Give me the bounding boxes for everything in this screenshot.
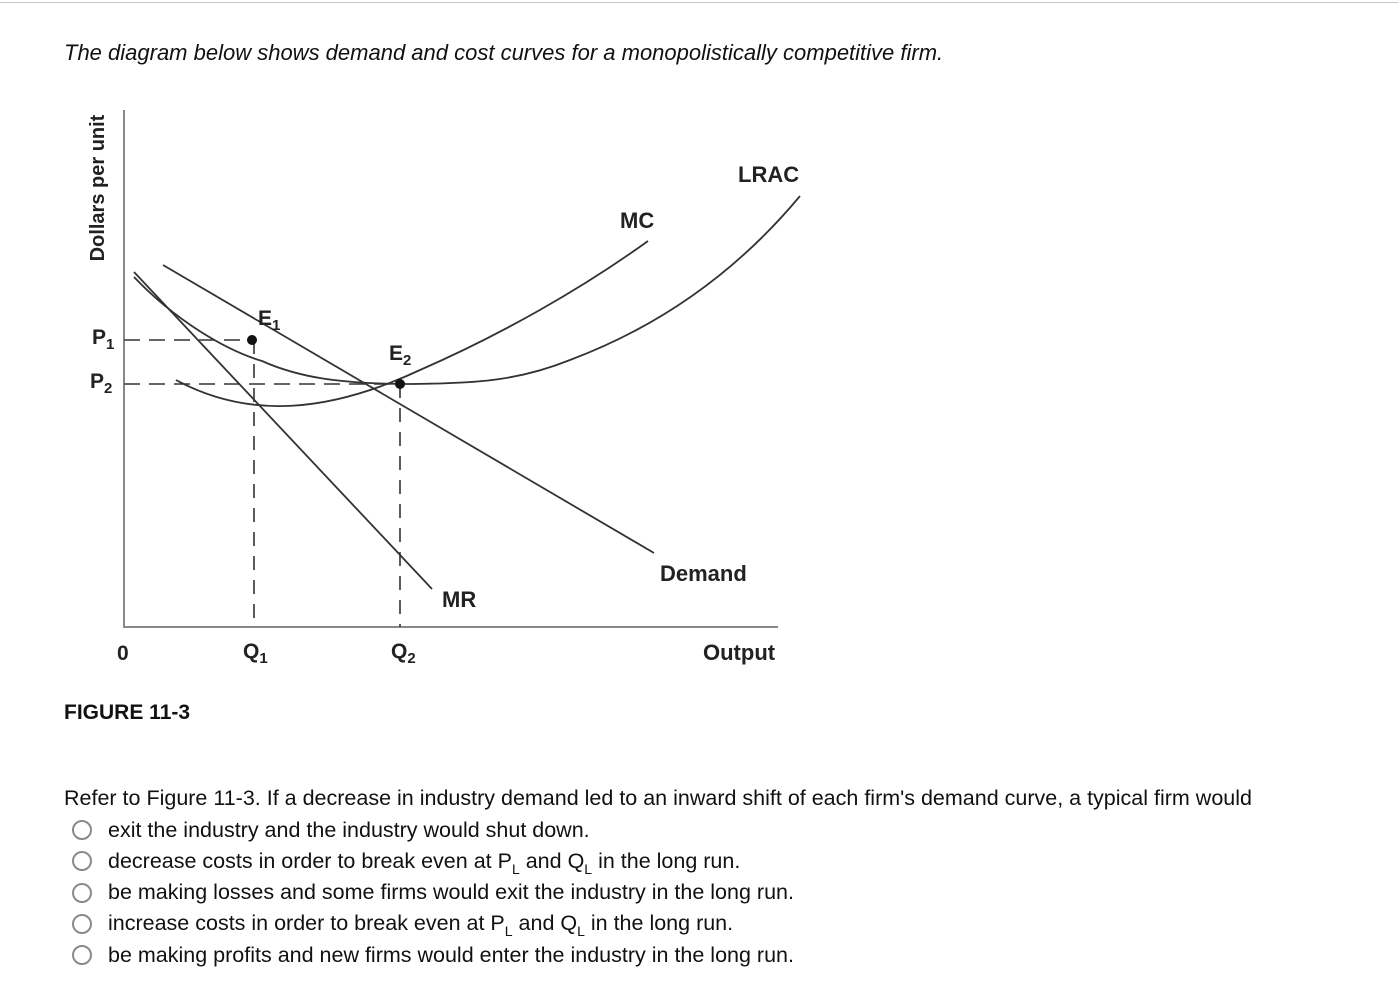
x-axis-label: Output — [703, 640, 776, 665]
e2-label: $E_2$ — [389, 342, 412, 369]
radio-button[interactable] — [72, 820, 92, 840]
y-axis-label: Dollars per unit — [87, 114, 109, 262]
figure-caption: FIGURE 11-3 — [64, 701, 191, 724]
radio-button[interactable] — [72, 945, 92, 965]
p1-label: $P_1$ — [92, 326, 115, 353]
option-text: exit the industry and the industry would shut down. — [108, 817, 590, 842]
lrac-curve — [134, 196, 800, 384]
mr-label: MR — [442, 587, 477, 612]
e2-point — [395, 379, 405, 389]
option-text: decrease costs in order to break even at $P_L$ and $Q_L$ in the long run. — [108, 848, 741, 877]
origin-label: 0 — [117, 642, 129, 665]
mr-curve — [134, 272, 432, 589]
answer-option-4[interactable] — [72, 907, 794, 940]
intro-text: The diagram below shows demand and cost curves for a monopolistically competitive firm. — [64, 40, 944, 65]
mc-curve — [176, 241, 648, 406]
demand-label: Demand — [660, 561, 747, 586]
answer-option-3[interactable] — [72, 878, 794, 907]
e1-point — [247, 335, 257, 345]
lrac-label: LRAC — [738, 162, 800, 187]
option-text: increase costs in order to break even at $P_L$ and $Q_L$ in the long run. — [108, 911, 734, 939]
answer-option-5[interactable] — [72, 940, 794, 970]
q2-label: $Q_2$ — [391, 640, 416, 667]
e1-label: $E_1$ — [258, 307, 281, 334]
mc-label: MC — [620, 208, 655, 233]
option-text: be making profits and new firms would enter the industry in the long run. — [108, 942, 794, 967]
radio-button[interactable] — [72, 883, 92, 903]
radio-button[interactable] — [72, 914, 92, 934]
p2-label: $P_2$ — [90, 370, 113, 397]
answer-option-2[interactable] — [72, 844, 794, 878]
demand-curve — [163, 265, 654, 553]
answer-option-1[interactable] — [72, 816, 794, 844]
radio-button[interactable] — [72, 851, 92, 871]
answer-options — [72, 816, 794, 970]
q1-label: $Q_1$ — [243, 640, 268, 667]
option-text: be making losses and some firms would exit the industry in the long run. — [108, 880, 794, 904]
question-prompt: Refer to Figure 11-3. If a decrease in industry demand led to an inward shift of each firm's demand curve, a typical firm would — [64, 786, 1252, 810]
